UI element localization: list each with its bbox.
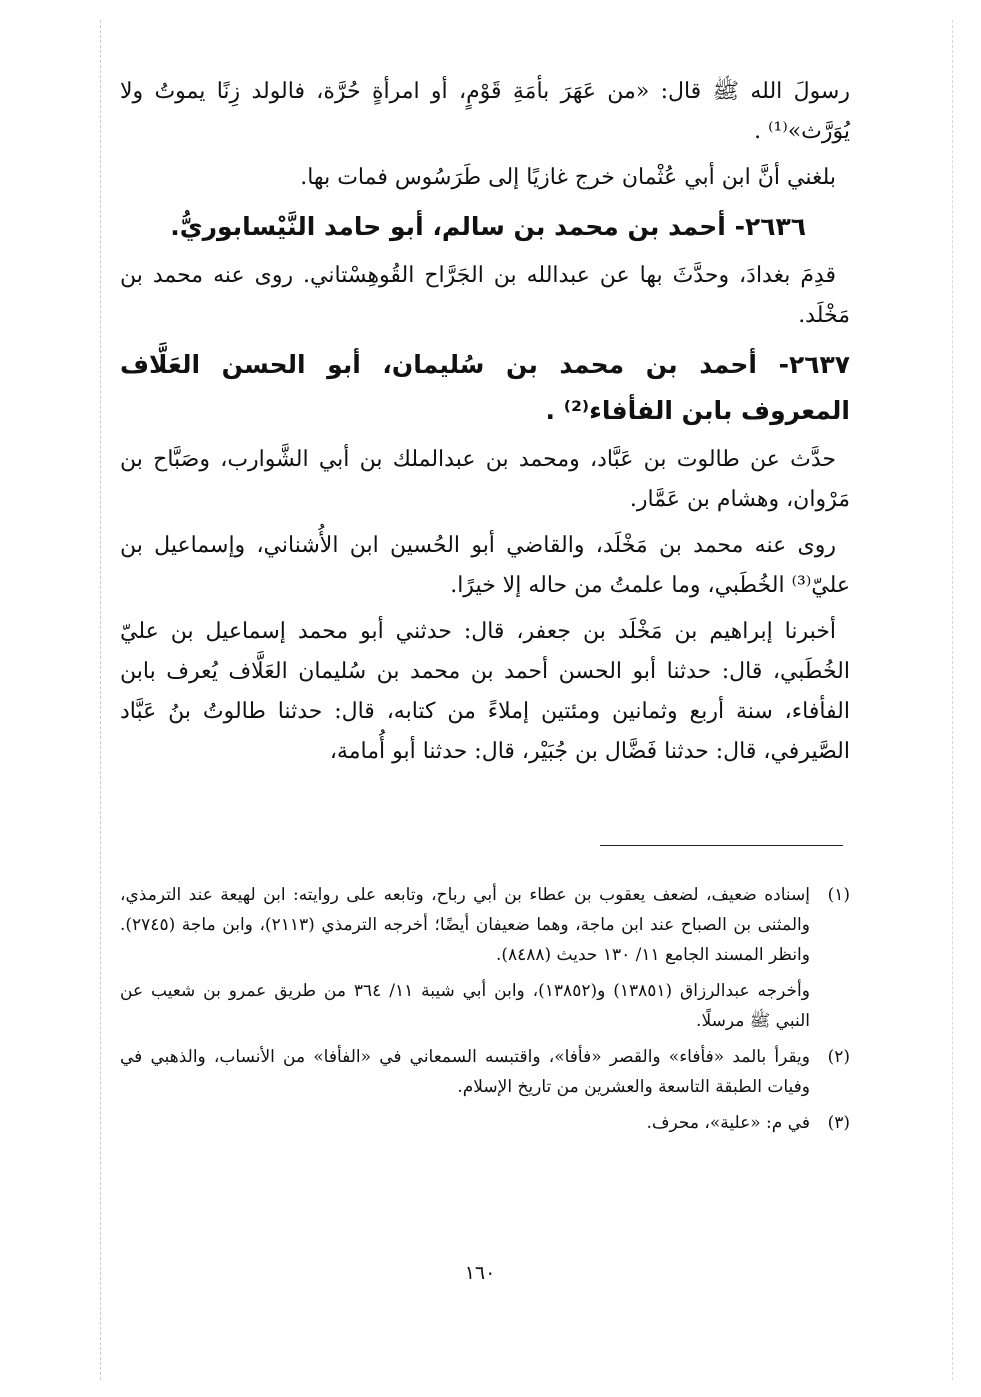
paragraph-narrated-by: روى عنه محمد بن مَخْلَد، والقاضي أبو الحُسين ابن الأُشناني، وإسماعيل بن عليّ⁽³⁾ الخُطَبي، وما علمتُ من حاله إلا خيرًا. <box>120 533 850 598</box>
entry-title-2637: ٢٦٣٧- أحمد بن محمد بن سُليمان، أبو الحسن العَلَّاف المعروف بابن الفأفاء⁽²⁾ . <box>120 350 850 425</box>
footnote-number: (٢) <box>827 1047 850 1067</box>
footnote-text: إسناده ضعيف، لضعف يعقوب بن عطاء بن أبي رباح، وتابعه على روايته: ابن لهيعة عند الترمذي، والمثنى بن الصباح عند ابن ماجة، وهما ضعيفان أيضًا؛ أخرجه الترمذي (٢١١٣)، وابن ماجة (٢٧٤٥). وانظر المسند الجامع ١١/ ١٣٠ حديث (٨٤٨٨). <box>120 885 810 965</box>
footnotes <box>120 880 850 1144</box>
paragraph-narrated-from: حدَّث عن طالوت بن عَبَّاد، ومحمد بن عبدالملك بن أبي الشَّوارب، وصَبَّاح بن مَرْوان، وهشام بن عَمَّار. <box>120 447 850 512</box>
footnote-number: (١) <box>827 885 850 905</box>
footnote-3 <box>120 1108 850 1138</box>
scan-fold-line-left <box>100 20 101 1380</box>
paragraph-entry-2636: قدِمَ بغدادَ، وحدَّثَ بها عن عبدالله بن الجَرَّاح القُوهِسْتاني. روى عنه محمد بن مَخْلَد. <box>120 263 850 328</box>
page-number: ١٦٠ <box>464 1262 496 1284</box>
paragraph-isnad: أخبرنا إبراهيم بن مَخْلَد بن جعفر، قال: حدثني أبو محمد إسماعيل بن عليّ الخُطَبي، قال: حدثنا أبو الحسن أحمد بن محمد بن سُليمان العَلَّاف يُعرف بابن الفأفاء، سنة أربع وثمانين ومئتين إملاءً من كتابه، قال: حدثنا طالوتُ بنُ عَبَّاد الصَّيرفي، قال: حدثنا فَضَّال بن جُبَيْر، قال: حدثنا أبو أُمامة، <box>120 619 850 764</box>
footnote-2 <box>120 1042 850 1102</box>
scan-fold-line-right <box>952 20 953 1380</box>
footnote-1 <box>120 880 850 970</box>
main-text <box>120 72 850 778</box>
paragraph-tarsus: بلغني أنَّ ابن أبي عُثْمان خرج غازيًا إلى طَرَسُوس فمات بها. <box>300 165 836 190</box>
footnote-1-continuation: وأخرجه عبدالرزاق (١٣٨٥١) و(١٣٨٥٢)، وابن أبي شيبة ١١/ ٣٦٤ من طريق عمرو بن شعيب عن النبي ﷺ مرسلًا. <box>120 981 810 1031</box>
paragraph-hadith-end: رسولَ الله ﷺ قال: «من عَهَرَ بأمَةِ قَوْمٍ، أو امرأةٍ حُرَّة، فالولد زِنًا يموتُ ولا يُوَرَّث»⁽¹⁾ . <box>120 79 850 144</box>
entry-title-2636: ٢٦٣٦- أحمد بن محمد بن سالم، أبو حامد النَّيْسابوريُّ. <box>170 212 806 241</box>
footnote-text: ويقرأ بالمد «فأفاء» والقصر «فأفا»، واقتبسه السمعاني في «الفأفا» من الأنساب، والذهبي في وفيات الطبقة التاسعة والعشرين من تاريخ الإسلام. <box>120 1047 810 1097</box>
footnote-separator <box>600 845 843 846</box>
footnote-text: في م: «علية»، محرف. <box>646 1113 810 1133</box>
footnote-number: (٣) <box>827 1113 850 1133</box>
